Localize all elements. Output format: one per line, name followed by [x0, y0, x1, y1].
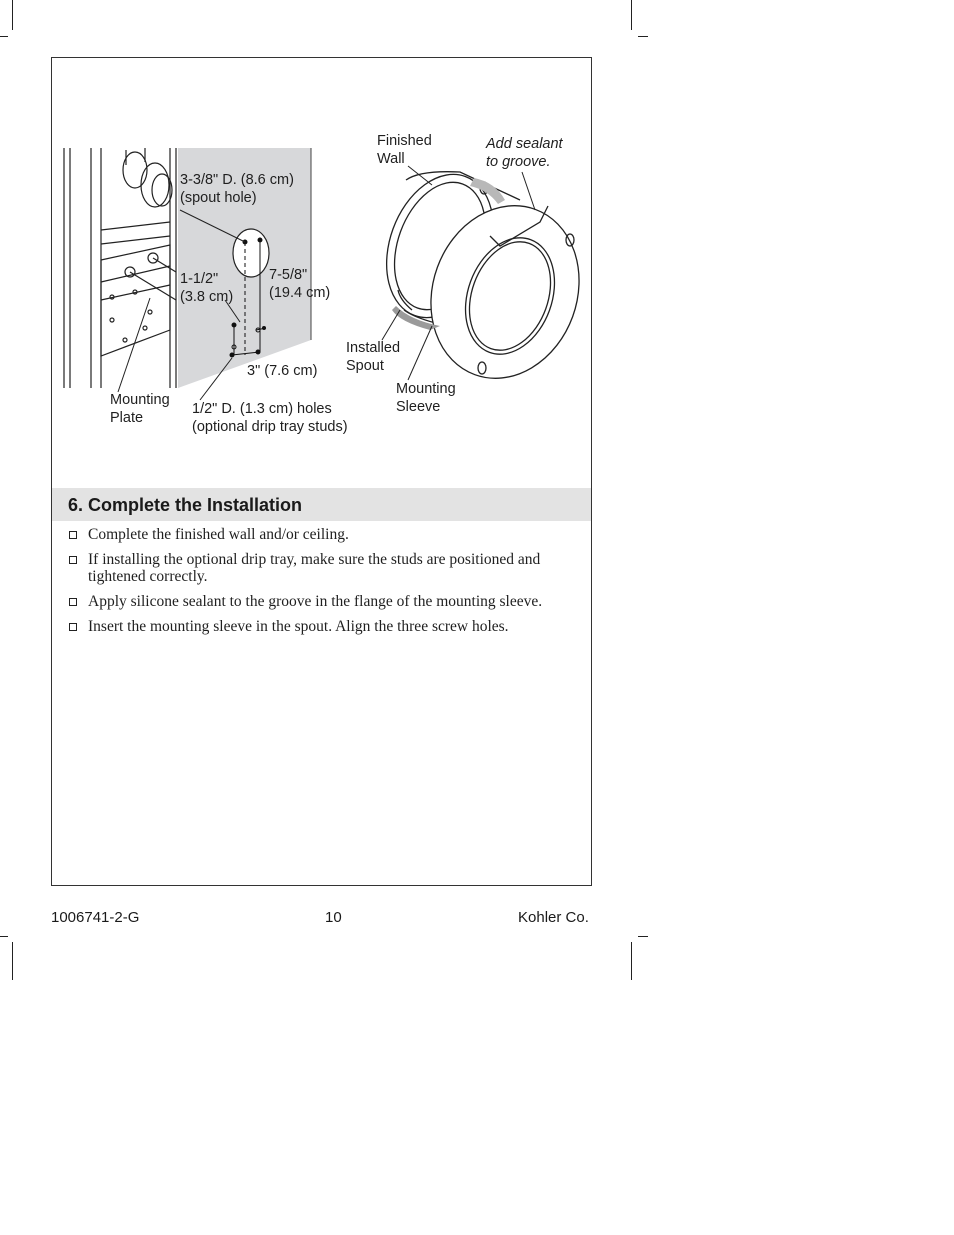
wall-rough-in-drawing [64, 148, 176, 388]
spout-hole [233, 229, 269, 277]
sealant-label: Add sealant to groove. [486, 136, 563, 170]
step-item: Complete the finished wall and/or ceiling. [68, 526, 568, 543]
spout-hole-label: 3-3/8" D. (8.6 cm) (spout hole) [180, 172, 294, 206]
step-list [68, 526, 568, 643]
step-item: Apply silicone sealant to the groove in the flange of the mounting sleeve. [68, 593, 568, 610]
offset-dimension-label: 1-1/2" (3.8 cm) [180, 271, 234, 305]
section-header [52, 488, 591, 521]
page-number: 10 [325, 909, 342, 926]
finished-wall-label: Finished Wall [377, 133, 432, 167]
checkbox-icon [69, 598, 77, 606]
step-item: Insert the mounting sleeve in the spout. Align the three screw holes. [68, 618, 568, 635]
mounting-sleeve-label: Mounting Sleeve [396, 381, 456, 415]
mounting-sleeve-drawing [368, 159, 603, 399]
checkbox-icon [69, 531, 77, 539]
checkbox-icon [69, 556, 77, 564]
company-name: Kohler Co. [518, 909, 589, 926]
crop-mark [638, 936, 648, 937]
holes-label: 1/2" D. (1.3 cm) holes (optional drip tray studs) [192, 401, 348, 435]
height-dimension-label: 7-5/8" (19.4 cm) [269, 267, 331, 301]
crop-mark [12, 942, 13, 980]
checkbox-icon [69, 623, 77, 631]
crop-mark [0, 936, 8, 937]
mounting-plate-label: Mounting Plate [110, 392, 170, 426]
crop-mark [631, 942, 632, 980]
installed-spout-label: Installed Spout [346, 340, 401, 374]
spacing-dimension-label: 3" (7.6 cm) [247, 363, 318, 379]
doc-number: 1006741-2-G [51, 909, 140, 926]
step-item: If installing the optional drip tray, make sure the studs are positioned and tightened correctly. [68, 551, 568, 585]
section-title: 6. Complete the Installation [68, 495, 303, 515]
